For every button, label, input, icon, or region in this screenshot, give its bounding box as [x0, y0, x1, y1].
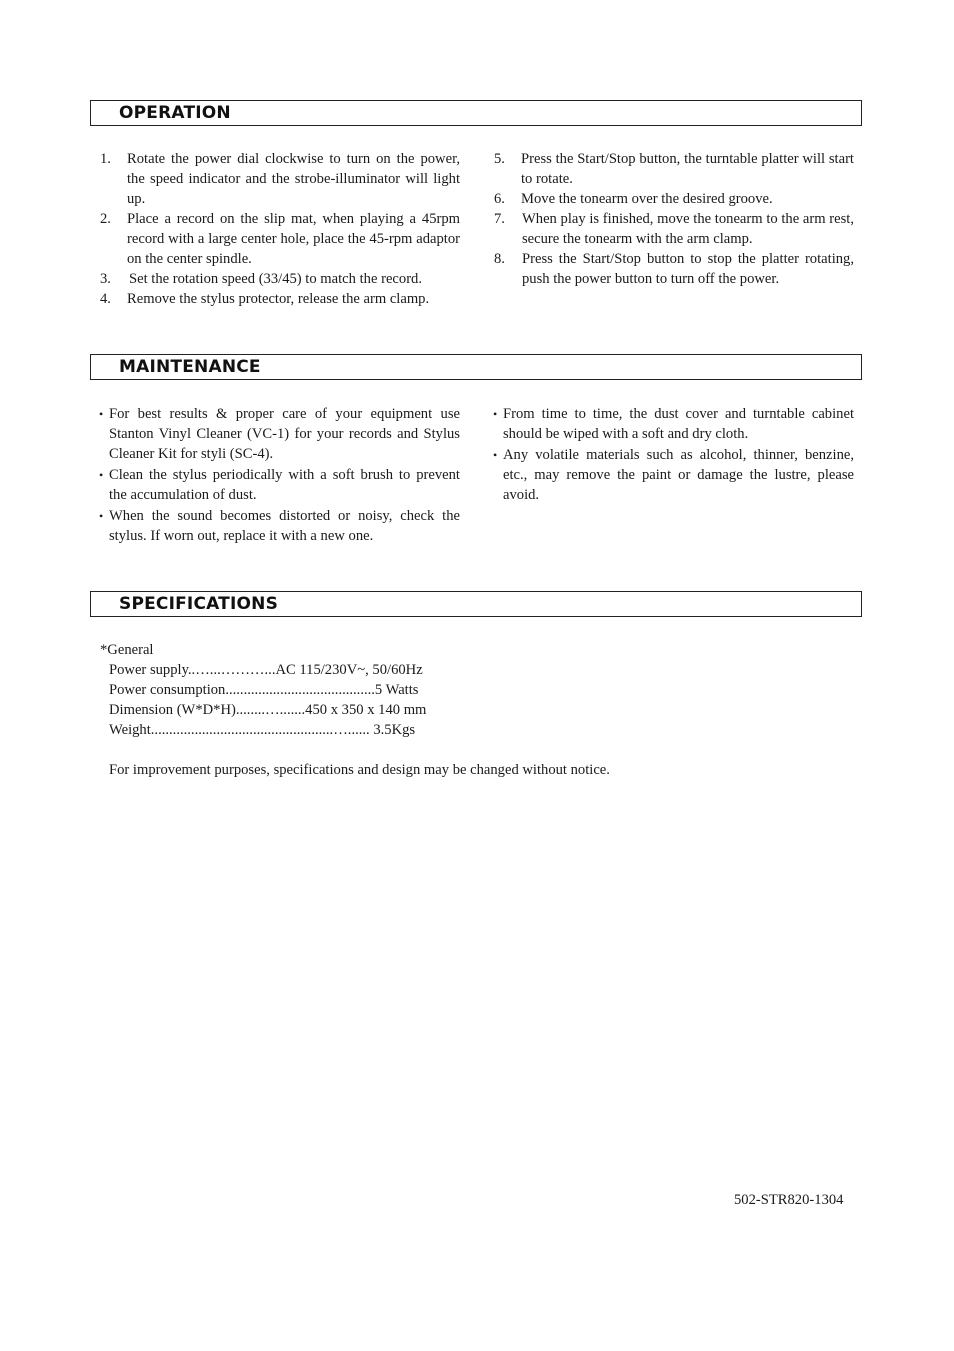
spec-power-supply: Power supply..…...………...AC 115/230V~, 50/60Hz	[109, 662, 423, 678]
maintenance-item: • For best results & proper care of your equipment use Stanton Vinyl Cleaner (VC-1) for your records and Stylus Cleaner Kit for styli (SC-4).	[99, 406, 460, 462]
specifications-header	[90, 591, 862, 617]
operation-right-list	[494, 149, 854, 289]
spec-notice: For improvement purposes, specifications and design may be changed without notice.	[109, 762, 610, 778]
maintenance-item: • From time to time, the dust cover and turntable cabinet should be wiped with a soft and dry cloth.	[493, 406, 854, 442]
operation-title: OPERATION	[119, 103, 231, 123]
specifications-title: SPECIFICATIONS	[119, 594, 279, 614]
maintenance-item: • Clean the stylus periodically with a soft brush to prevent the accumulation of dust.	[99, 467, 460, 503]
maintenance-right-list	[493, 404, 854, 505]
operation-item-5: 5. Press the Start/Stop button, the turntable platter will start to rotate.	[494, 151, 854, 187]
operation-item-7: 7. When play is finished, move the tonearm to the arm rest, secure the tonearm with the arm clamp.	[494, 211, 854, 247]
bullet-icon: •	[99, 468, 104, 482]
spec-weight: Weight..................................................…...... 3.5Kgs	[109, 722, 416, 738]
document-code: 502-STR820-1304	[734, 1192, 844, 1208]
operation-item-text: Rotate the power dial clockwise to turn on the power, the speed indicator and the strobe-illuminator will light up.	[127, 151, 460, 207]
operation-item-text: Place a record on the slip mat, when playing a 45rpm record with a large center hole, place the 45-rpm adaptor on the center spindle.	[127, 211, 460, 267]
operation-item-3: 3. Set the rotation speed (33/45) to match the record.	[100, 269, 460, 289]
operation-item-text: Press the Start/Stop button, the turntable platter will start to rotate.	[521, 151, 854, 187]
maintenance-left-list	[99, 404, 460, 546]
bullet-icon: •	[493, 407, 498, 421]
operation-item-2: 2. Place a record on the slip mat, when playing a 45rpm record with a large center hole, place the 45-rpm adaptor on the center spindle.	[100, 211, 460, 267]
operation-item-text: Set the rotation speed (33/45) to match the record.	[129, 271, 423, 287]
maintenance-item: • When the sound becomes distorted or noisy, check the stylus. If worn out, replace it with a new one.	[99, 508, 460, 544]
bullet-icon: •	[99, 509, 104, 523]
spec-general-label: *General	[100, 642, 154, 658]
maintenance-item: • Any volatile materials such as alcohol, thinner, benzine, etc., may remove the paint or damage the lustre, please avoid.	[493, 447, 854, 503]
operation-item-text: When play is finished, move the tonearm to the arm rest, secure the tonearm with the arm clamp.	[522, 211, 854, 247]
operation-item-4: 4. Remove the stylus protector, release the arm clamp.	[100, 289, 460, 309]
maintenance-title: MAINTENANCE	[119, 357, 261, 377]
operation-item-1: 1. Rotate the power dial clockwise to turn on the power, the speed indicator and the strobe-illuminator will light up.	[100, 151, 460, 207]
bullet-icon: •	[99, 407, 104, 421]
operation-left-list	[100, 149, 460, 309]
operation-header	[90, 100, 862, 126]
maintenance-header	[90, 354, 862, 380]
operation-item-8: 8. Press the Start/Stop button to stop the platter rotating, push the power button to turn off the power.	[494, 251, 854, 287]
operation-item-text: Move the tonearm over the desired groove.	[521, 191, 773, 207]
spec-dimension: Dimension (W*D*H)........….......450 x 350 x 140 mm	[109, 702, 427, 718]
operation-item-text: Press the Start/Stop button to stop the platter rotating, push the power button to turn off the power.	[522, 251, 854, 287]
bullet-icon: •	[493, 448, 498, 462]
spec-power-consumption: Power consumption.........................................5 Watts	[109, 682, 419, 698]
operation-item-6: 6. Move the tonearm over the desired groove.	[494, 189, 854, 209]
operation-item-text: Remove the stylus protector, release the arm clamp.	[127, 291, 430, 307]
